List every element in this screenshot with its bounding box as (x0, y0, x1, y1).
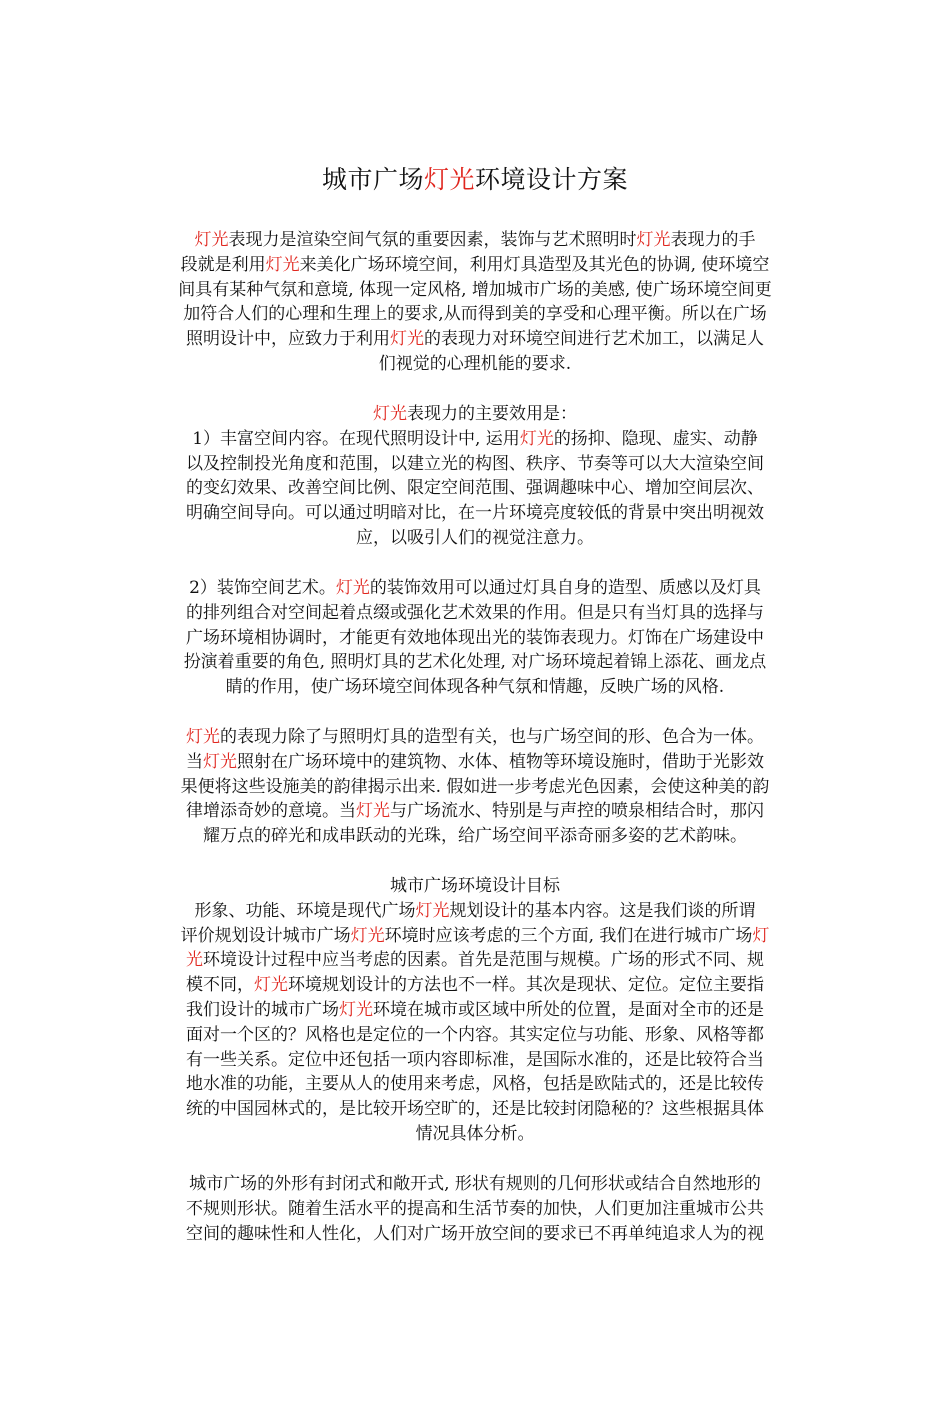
text-line (0, 1122, 950, 1147)
text-line (0, 775, 950, 800)
text-run: 的表现力对环境空间进行艺术加工，以满足人 (424, 329, 764, 350)
intro-paragraph (0, 228, 950, 377)
text-run: 统的中国园林式的，是比较开场空旷的，还是比较封闭隐秘的？这些根据具体 (186, 1099, 764, 1120)
text-line (0, 899, 950, 924)
text-run: 律增添奇妙的意境。当 (186, 801, 356, 822)
text-line (0, 1023, 950, 1048)
text-line (0, 874, 950, 899)
highlighted-term: 灯光 (186, 727, 220, 747)
highlighted-term: 灯光 (350, 925, 385, 946)
text-run: 环境时应该考虑的三个方面, 我们在进行城市广场 (384, 925, 753, 946)
text-run: 有一些关系。定位中还包括一项内容即标准，是国际水准的，还是比较符合当 (186, 1049, 764, 1070)
text-run: 们视觉的心理机能的要求. (378, 353, 572, 374)
text-run: 耀万点的碎光和成串跃动的光珠，给广场空间平添奇丽多姿的艺术韵味。 (203, 826, 747, 847)
text-line (0, 576, 950, 601)
text-run: 应，以吸引人们的视觉注意力。 (356, 527, 594, 548)
text-run: 段就是利用 (180, 254, 266, 275)
text-run: 照明设计中，应致力于利用 (186, 329, 390, 350)
text-line (0, 476, 950, 501)
highlighted-term: 灯光 (254, 975, 288, 996)
text-line (0, 228, 950, 253)
text-run: 照射在广场环境中的建筑物、水体、植物等环境设施时，借助于光影效 (237, 751, 764, 772)
text-line (0, 1197, 950, 1222)
text-line (0, 824, 950, 849)
text-run: 表现力是渲染空间气氛的重要因素，装饰与艺术照明时 (228, 230, 637, 250)
text-run: 扮演着重要的角色, 照明灯具的艺术化处理, 对广场环境起着锦上添花、画龙点 (183, 652, 767, 673)
text-run: 与广场流水、特别是与声控的喷泉相结合时，那闪 (390, 801, 764, 822)
text-run: 加符合人们的心理和生理上的要求,从而得到美的享受和心理平衡。所以在广场 (183, 304, 767, 325)
text-run: 环境规划设计的方法也不一样。其次是现状、定位。定位主要指 (288, 975, 764, 996)
text-run: 的表现力除了与照明灯具的造型有关，也与广场空间的形、色合为一体。 (220, 727, 764, 747)
text-line (0, 799, 950, 824)
text-line (0, 327, 950, 352)
text-run: 模不同， (186, 975, 254, 996)
expression-paragraph (0, 725, 950, 849)
text-run: 城市广场环境设计目标 (390, 876, 560, 896)
text-run: 环境设计过程中应当考虑的因素。首先是范围与规模。广场的形式不同、规 (203, 950, 764, 971)
text-line (0, 278, 950, 303)
text-line (0, 998, 950, 1023)
text-line (0, 750, 950, 775)
text-line (0, 675, 950, 700)
text-run: 规划设计的基本内容。这是我们谈的所谓 (449, 900, 756, 921)
text-line (0, 501, 950, 526)
text-run: 表现力的手 (670, 230, 756, 250)
text-line (0, 1222, 950, 1247)
text-run: 的变幻效果、改善空间比例、限定空间范围、强调趣味中心、增加空间层次、 (186, 478, 764, 499)
text-line (0, 402, 950, 427)
decoration-paragraph (0, 576, 950, 700)
text-run: 面对一个区的？风格也是定位的一个内容。其实定位与功能、形象、风格等都 (186, 1024, 764, 1045)
text-run: 城市广场 (321, 165, 424, 194)
highlighted-term: 灯光 (519, 428, 554, 449)
highlighted-term: 灯 (752, 925, 770, 946)
text-line (0, 526, 950, 551)
text-line (0, 1072, 950, 1097)
text-run: 地水准的功能，主要从人的使用来考虑，风格，包括是欧陆式的，还是比较传 (186, 1074, 764, 1095)
text-run: 当 (186, 751, 203, 772)
text-line (0, 725, 950, 750)
text-run: 我们设计的城市广场 (186, 999, 339, 1020)
text-line (0, 352, 950, 377)
text-line (0, 626, 950, 651)
highlighted-term: 灯光 (390, 329, 424, 350)
effects-paragraph (0, 402, 950, 551)
text-line (0, 973, 950, 998)
text-line (0, 452, 950, 477)
highlighted-term: 灯光 (194, 230, 229, 250)
text-run: 广场环境相协调时，才能更有效地体现出光的装饰表现力。灯饰在广场建设中 (186, 627, 764, 648)
text-run: 的扬抑、隐现、虚实、动静 (553, 428, 758, 449)
text-run: 城市广场的外形有封闭式和敞开式, 形状有规则的几何形状或结合自然地形的 (189, 1174, 761, 1194)
text-run: 的排列组合对空间起着点缀或强化艺术效果的作用。但是只有当灯具的选择与 (186, 602, 764, 623)
highlighted-term: 灯光 (636, 230, 671, 250)
text-line (0, 1172, 950, 1197)
highlighted-term: 灯光 (203, 751, 237, 772)
text-run: 评价规划设计城市广场 (180, 925, 351, 946)
text-line (0, 924, 950, 949)
text-run: 来美化广场环境空间，利用灯具造型及其光色的协调, 使环境空 (299, 254, 770, 275)
text-run: 睛的作用，使广场环境空间体现各种气氛和情趣，反映广场的风格. (225, 677, 725, 698)
highlighted-term: 光 (186, 950, 203, 971)
text-line (0, 948, 950, 973)
text-run: 不规则形状。随着生活水平的提高和生活节奏的加快，人们更加注重城市公共 (186, 1198, 764, 1219)
highlighted-term: 灯光 (335, 578, 370, 598)
text-run: 间具有某种气氛和意境, 体现一定风格, 增加城市广场的美感, 使广场环境空间更 (178, 279, 772, 300)
highlighted-term: 灯光 (265, 254, 300, 275)
text-run: 空间的趣味性和人性化，人们对广场开放空间的要求已不再单纯追求人为的视 (186, 1223, 764, 1244)
text-run: 1）丰富空间内容。在现代照明设计中, 运用 (192, 428, 520, 449)
text-run: 2）装饰空间艺术。 (189, 578, 336, 598)
text-line (0, 427, 950, 452)
text-line (0, 253, 950, 278)
text-line (0, 1097, 950, 1122)
highlighted-term: 灯光 (373, 404, 407, 424)
highlighted-term: 灯光 (356, 801, 390, 822)
text-run: 以及控制投光角度和范围，以建立光的构图、秩序、节奏等可以大大渲染空间 (186, 453, 764, 474)
text-run: 果便将这些设施美的韵律揭示出来. 假如进一步考虑光色因素，会使这种美的韵 (180, 776, 770, 797)
text-run: 的装饰效用可以通过灯具自身的造型、质感以及灯具 (369, 578, 761, 598)
highlighted-term: 灯光 (339, 999, 373, 1020)
form-paragraph (0, 1172, 950, 1246)
text-run: 形象、功能、环境是现代广场 (194, 900, 416, 921)
goals-section (0, 874, 950, 1147)
page-title (0, 164, 950, 196)
text-line (0, 650, 950, 675)
highlighted-term: 灯光 (423, 165, 475, 194)
text-run: 情况具体分析。 (415, 1123, 535, 1144)
text-line (0, 1048, 950, 1073)
text-run: 环境设计方案 (475, 165, 629, 194)
text-run: 表现力的主要效用是： (407, 404, 577, 424)
text-line (0, 302, 950, 327)
text-run: 明确空间导向。可以通过明暗对比，在一片环境亮度较低的背景中突出明视效 (186, 503, 764, 524)
highlighted-term: 灯光 (415, 900, 450, 921)
text-run: 环境在城市或区域中所处的位置，是面对全市的还是 (373, 999, 764, 1020)
text-line (0, 601, 950, 626)
